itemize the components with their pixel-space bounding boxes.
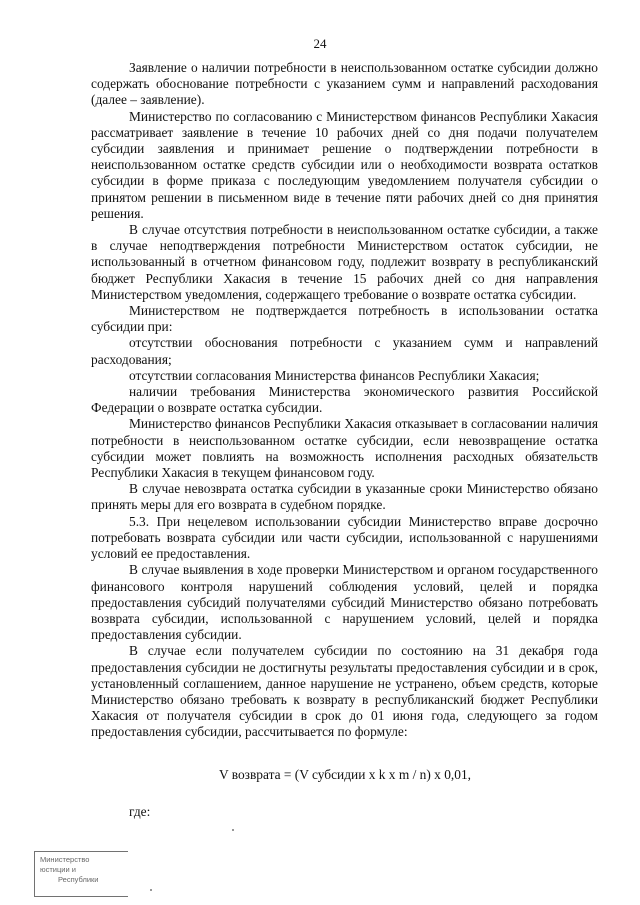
paragraph: отсутствии согласования Министерства финансов Республики Хакасия; xyxy=(129,367,540,383)
scan-speck xyxy=(232,829,234,831)
paragraph: отсутствии обоснования потребности с указанием сумм и направлений расходования; xyxy=(91,335,598,367)
paragraph: В случае выявления в ходе проверки Министерством и органом государственного финансового контроля нарушений соблюдения условий, целей и порядка предоставления субсидий получателями субсидий Министерство обязано потребовать возврата субсидии, использованной с нарушением условий, целей и порядка предоставления субсидии. xyxy=(91,562,598,643)
paragraph: Заявление о наличии потребности в неиспользованном остатке субсидии должно содержать обоснование потребности с указанием сумм и направлений расходования (далее – заявление). xyxy=(91,60,598,108)
where-label: где: xyxy=(129,804,151,819)
stamp-line: Министерство xyxy=(40,855,90,864)
paragraph: В случае отсутствия потребности в неиспользованном остатке субсидии, а также в случае неподтверждения потребности Министерством остаток субсидии, не использованный в отчетном финансовом году, подлежит возврату в республиканский бюджет Республики Хакасия в течение 15 рабочих дней со дня направления Министерством уведомления, содержащего требование о возврате остатка субсидии. xyxy=(91,222,598,302)
paragraph: 5.3. При нецелевом использовании субсидии Министерство вправе досрочно потребовать возврата субсидии или части субсидии, использованной с нарушениями условий ее предоставления. xyxy=(91,513,598,562)
stamp-line: Республики xyxy=(58,875,99,884)
paragraph: Министерство по согласованию с Министерством финансов Республики Хакасия рассматривает заявление в течение 10 рабочих дней со дня подачи получателем субсидии заявления и принимает решение о подтверждении потребности в неиспользованном остатке средств субсидии или о необходимости возврата остатков субсидии в форме приказа с последующим уведомлением получателя субсидии о принятом решении в письменном виде в течение пяти рабочих дней со дня принятия решения. xyxy=(91,108,598,221)
document-body xyxy=(91,60,598,741)
paragraph: Министерство финансов Республики Хакасия отказывает в согласовании наличия потребности в неиспользованном остатке субсидии, если невозвращение остатка субсидии может повлиять на возможность исполнения расходных обязательств Республики Хакасия в текущем финансовом году. xyxy=(91,416,598,481)
paragraph: наличии требования Министерства экономического развития Российской Федерации о возврате остатка субсидии. xyxy=(91,384,598,416)
paragraph: Министерством не подтверждается потребность в использовании остатка субсидии при: xyxy=(91,303,598,335)
scan-speck xyxy=(150,889,152,891)
paragraph: В случае невозврата остатка субсидии в указанные сроки Министерство обязано принять меры для его возврата в судебном порядке. xyxy=(91,481,598,513)
stamp-line: юстиции и xyxy=(40,865,76,874)
registration-stamp xyxy=(34,851,128,897)
paragraph: В случае если получателем субсидии по состоянию на 31 декабря года предоставления субсидии не достигнуты результаты предоставления субсидии и в срок, установленный соглашением, данное нарушение не устранено, объем средств, которые Министерство обязано требовать к возврату в республиканский бюджет Республики Хакасия от получателя субсидии в срок до 01 июня года, следующего за годом предоставления субсидии, рассчитывается по формуле: xyxy=(91,643,598,740)
page-number: 24 xyxy=(313,36,327,51)
formula: V возврата = (V субсидии x k x m / n) x 0,01, xyxy=(218,767,472,782)
